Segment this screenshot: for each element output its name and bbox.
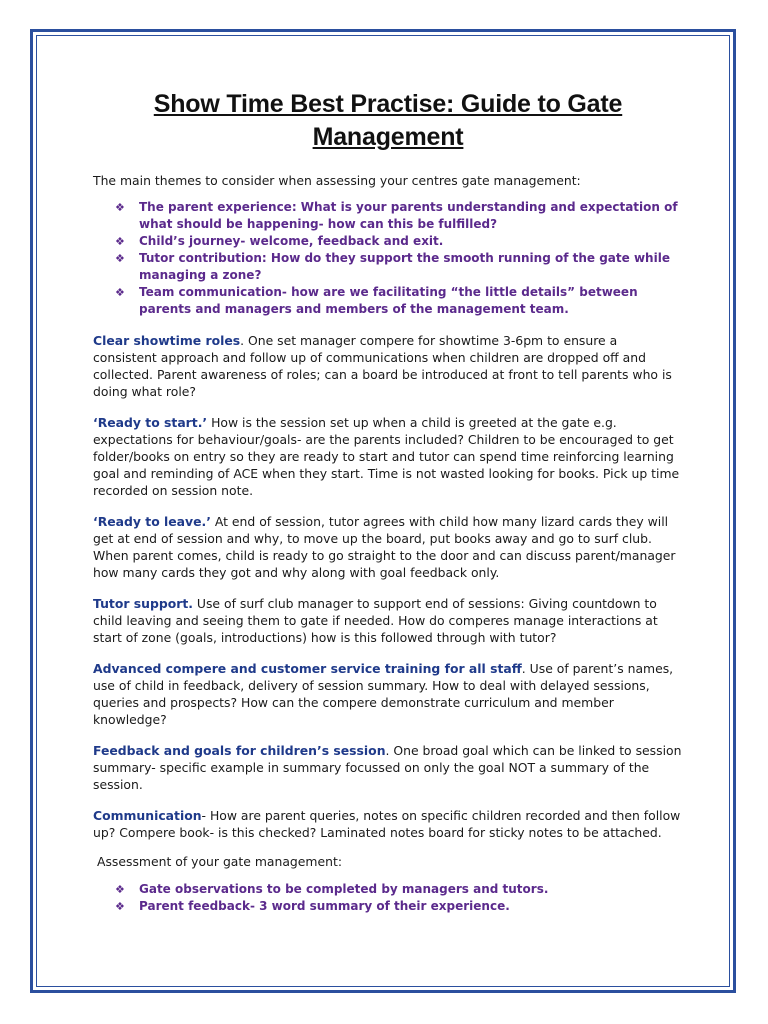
assessment-item: [115, 881, 683, 898]
theme-text: Team communication- how are we facilitating “the little details” between parents and managers and members of the management team.: [139, 285, 638, 316]
section-heading: Clear showtime roles: [93, 333, 241, 348]
section-body: . Use of parent’s names, use of child in feedback, delivery of session summary. How to deal with delayed sessions, queries and prospects? How can the compere demonstrate curriculum and member knowledge?: [93, 661, 674, 727]
theme-text: Tutor contribution: How do they support the smooth running of the gate while managing a zone?: [139, 251, 670, 282]
themes-list: [93, 199, 683, 318]
diamond-bullet-icon: ❖: [115, 286, 125, 299]
section-heading: ‘Ready to leave.’: [93, 514, 211, 529]
section-body: How is the session set up when a child is greeted at the gate e.g. expectations for behaviour/goals- are the parents included? Children to be encouraged to get folder/books on entry so they are ready to start and tutor can spend time reinforcing learning goal and reminding of ACE when they start. Time is not wasted looking for books. Pick up time recorded on session note.: [93, 415, 680, 498]
assessment-list: [93, 881, 683, 915]
section-heading: Communication: [93, 808, 202, 823]
section-feedback-and-goals: [93, 742, 683, 793]
section-communication: [93, 807, 683, 841]
section-body: - How are parent queries, notes on specific children recorded and then follow up? Compere book- is this checked? Laminated notes board for sticky notes to be attached.: [93, 808, 681, 840]
assessment-text: Gate observations to be completed by managers and tutors.: [139, 882, 549, 896]
section-advanced-compere-training: [93, 660, 683, 728]
diamond-bullet-icon: ❖: [115, 883, 125, 896]
diamond-bullet-icon: ❖: [115, 201, 125, 214]
theme-text: Child’s journey- welcome, feedback and exit.: [139, 234, 444, 248]
section-clear-showtime-roles: [93, 332, 683, 400]
document-title: Show Time Best Practise: Guide to Gate Management: [153, 90, 623, 151]
document-content: [93, 88, 683, 915]
section-heading: Advanced compere and customer service training for all staff: [93, 661, 522, 676]
assessment-text: Parent feedback- 3 word summary of their experience.: [139, 899, 510, 913]
assessment-item: [115, 898, 683, 915]
diamond-bullet-icon: ❖: [115, 235, 125, 248]
section-heading: Feedback and goals for children’s session: [93, 743, 386, 758]
section-heading: ‘Ready to start.’: [93, 415, 208, 430]
section-ready-to-leave: [93, 513, 683, 581]
section-body: . One set manager compere for showtime 3-6pm to ensure a consistent approach and follow up of communications when children are dropped off and collected. Parent awareness of roles; can a board be introduced at front to tell parents who is doing what role?: [93, 333, 672, 399]
section-heading: Tutor support.: [93, 596, 193, 611]
section-body: Use of surf club manager to support end of sessions: Giving countdown to child leaving and seeing them to gate if needed. How do comperes manage interactions at start of zone (goals, introductions) how is this followed through with tutor?: [93, 596, 658, 645]
diamond-bullet-icon: ❖: [115, 252, 125, 265]
section-body: . One broad goal which can be linked to session summary- specific example in summary focussed on only the goal NOT a summary of the session.: [93, 743, 682, 792]
diamond-bullet-icon: ❖: [115, 900, 125, 913]
theme-item: [115, 199, 683, 233]
section-tutor-support: [93, 595, 683, 646]
theme-item: [115, 250, 683, 284]
section-body: At end of session, tutor agrees with child how many lizard cards they will get at end of session and why, to move up the board, put books away and go to surf club. When parent comes, child is ready to go straight to the door and can discuss parent/manager how many cards they got and why along with goal feedback only.: [93, 514, 676, 580]
section-ready-to-start: [93, 414, 683, 499]
theme-item: [115, 284, 683, 318]
theme-text: The parent experience: What is your parents understanding and expectation of what should be happening- how can this be fulfilled?: [139, 200, 678, 231]
theme-item: [115, 233, 683, 250]
intro-text: The main themes to consider when assessing your centres gate management:: [93, 173, 581, 188]
assessment-label: Assessment of your gate management:: [97, 854, 342, 869]
